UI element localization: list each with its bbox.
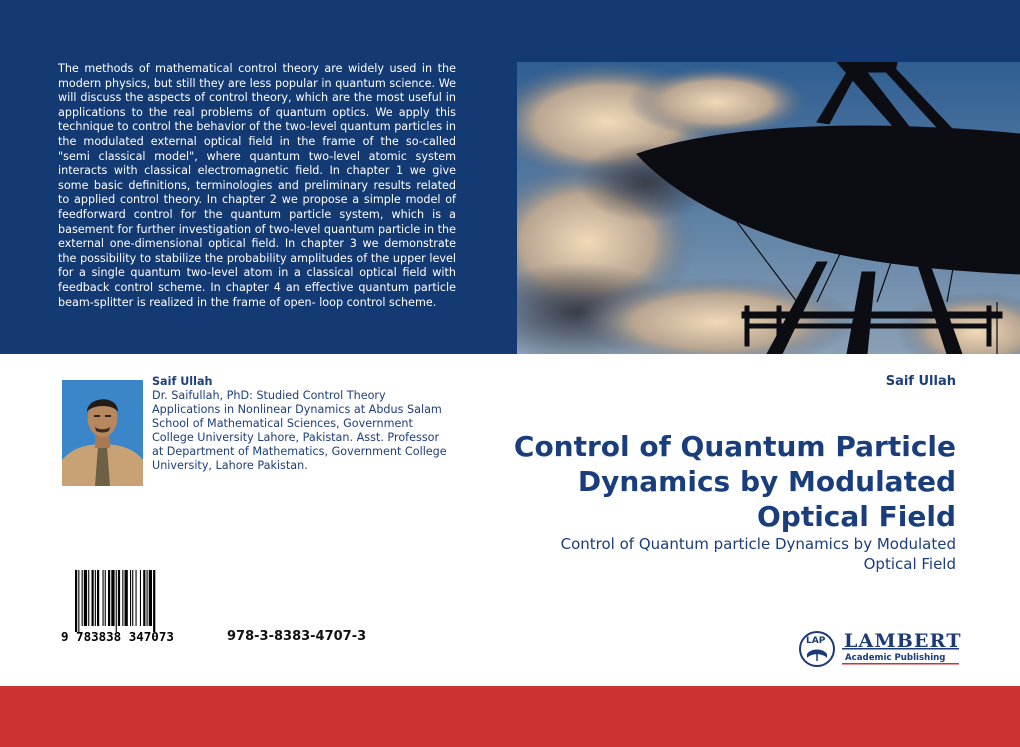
bio-text: Dr. Saifullah, PhD: Studied Control Theory Applications in Nonlinear Dynamics at Abdus Salam School of Mathematical Sciences, Government College University Lahore, Pakistan. Asst. Professor at Department of Mathematics, Government College University, Lahore Pakistan.: [152, 389, 447, 472]
barcode-digits: 9 783838 347073: [61, 629, 174, 644]
bottom-color-band: [0, 686, 1020, 747]
isbn-barcode: [61, 568, 213, 646]
book-title: Control of Quantum Particle Dynamics by Modulated Optical Field: [513, 430, 956, 533]
publisher-tagline: Academic Publishing: [845, 653, 946, 663]
author-bio-block: [152, 375, 452, 473]
logo-mark-text: LAP: [806, 636, 826, 646]
author-photo: [62, 380, 143, 486]
publisher-name: LAMBERT: [844, 630, 962, 652]
book-subtitle: Control of Quantum particle Dynamics by Modulated Optical Field: [560, 535, 956, 573]
back-cover-blurb: The methods of mathematical control theory are widely used in the modern physics, but still they are less popular in quantum science. We will discuss the aspects of control theory, which are the most useful in applications to the real problems of quantum optics. We apply this technique to control the behavior of the two-level quantum particles in the modulated external optical field in the frame of the so-called "semi classical model", where quantum two-level atomic system interacts with classical electromagnetic field. In chapter 1 we give some basic definitions, terminologies and preliminary results related to applied control theory. In chapter 2 we propose a simple model of feedforward control for the quantum particle system, which is a basement for further investigation of two-level quantum particle in the external one-dimensional optical field. In chapter 3 we demonstrate the possibility to stabilize the probability amplitudes of the upper level for a single quantum two-level atom in a classical optical field with feedback control scheme. In chapter 4 an effective quantum particle beam-splitter is realized in the frame of open- loop control scheme.: [58, 62, 456, 309]
front-cover-author: Saif Ullah: [885, 374, 956, 389]
isbn-number: 978-3-8383-4707-3: [227, 629, 367, 644]
satellite-dish-photo: [517, 62, 1020, 354]
bio-author-name: Saif Ullah: [152, 375, 213, 388]
